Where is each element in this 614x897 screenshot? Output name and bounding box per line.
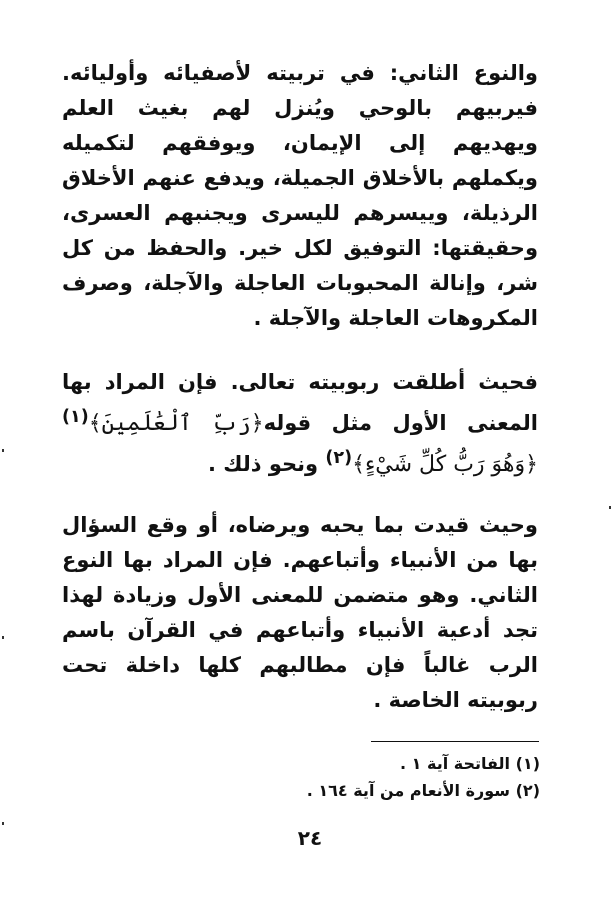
footnote-2: (٢) سورة الأنعام من آية ١٦٤ . [306, 781, 540, 800]
paragraph-general-lordship [62, 365, 538, 482]
scan-speck [2, 822, 4, 825]
footnotes [300, 750, 540, 804]
paragraph-lead-text: فحيث أطلقت ربوبيته تعالى. فإن المراد بها المعنى الأول مثل قوله [62, 370, 538, 435]
paragraph-special-lordship: وحيث قيدت بما يحبه ويرضاه، أو وقع السؤال بها من الأنبياء وأتباعهم. فإن المراد بها النوع الثاني. وهو متضمن للمعنى الأول وزيادة لهذا تجد أدعية الأنبياء وأتباعهم في القرآن باسم الرب غالباً فإن مطالبهم كلها داخلة تحت ربوبيته الخاصة . [62, 513, 538, 712]
page-number: ٢٤ [297, 826, 323, 850]
quran-verse-1: ﴿رَبِّ ٱلْعَٰلَمِينَ﴾ [88, 411, 264, 436]
scan-speck [2, 449, 4, 452]
footnote-ref-1: (١) [62, 407, 89, 427]
quran-verse-2: ﴿وَهُوَ رَبُّ كُلِّ شَيْءٍ﴾ [352, 452, 538, 477]
footnote-1: (١) الفاتحة آية ١ . [400, 754, 540, 773]
scan-speck [609, 506, 611, 509]
paragraph-second-type: والنوع الثاني: في تربيته لأصفيائه وأوليائه. فيربيهم بالوحي ويُنزل لهم بغيث العلم ويهديهم إلى الإيمان، ويوفقهم لتكميله ويكملهم بالأخلاق الجميلة، ويدفع عنهم الأخلاق الرذيلة، وييسرهم لليسرى ويجنبهم العسرى، وحقيقتها: التوفيق لكل خير. والحفظ من كل شر، وإنالة المحبوبات العاجلة والآجلة، وصرف المكروهات العاجلة والآجلة . [62, 61, 538, 330]
footnote-divider [371, 741, 539, 742]
paragraph-tail-text: ونحو ذلك . [208, 452, 319, 476]
scan-speck [2, 636, 4, 639]
footnote-ref-2: (٢) [325, 448, 353, 468]
